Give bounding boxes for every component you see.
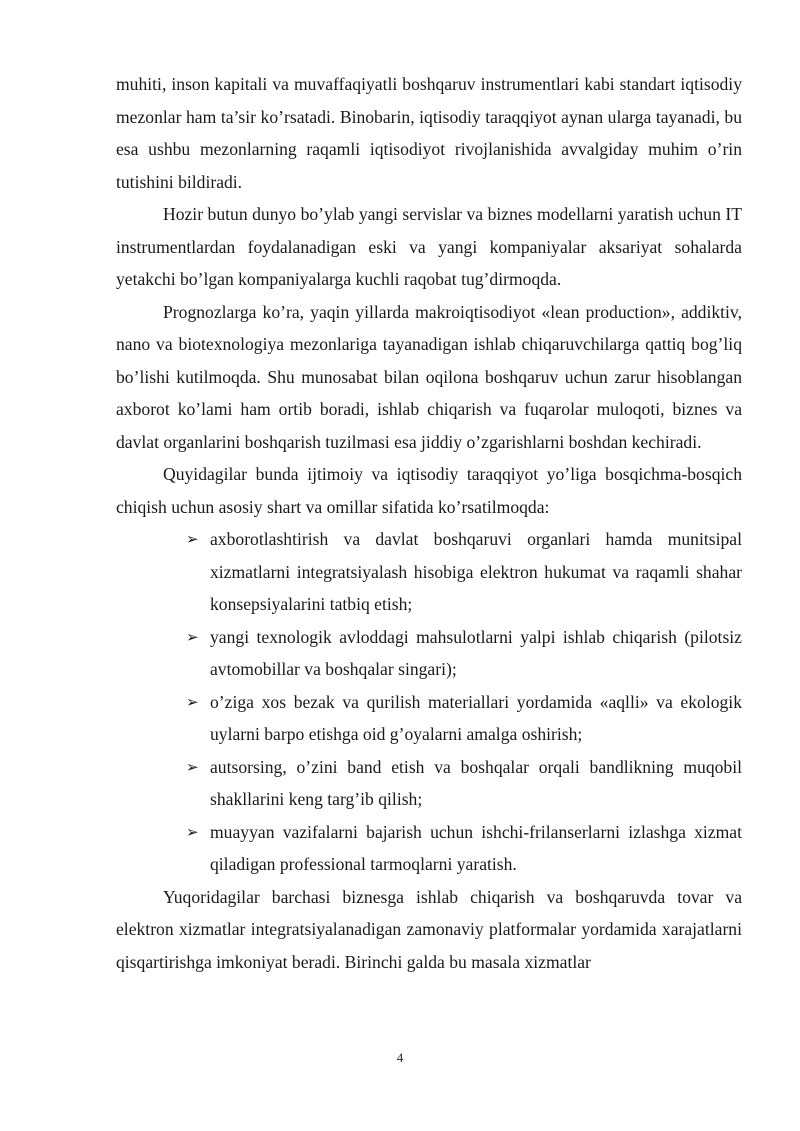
arrowhead-bullet-icon: ➢ — [186, 822, 199, 841]
bullet-item — [186, 816, 742, 881]
bullet-text: yangi texnologik avloddagi mahsulotlarni yalpi ishlab chiqarish (pilotsiz avtomobillar va boshqalar singari); — [210, 626, 742, 679]
arrowhead-bullet-icon: ➢ — [186, 692, 199, 711]
bullet-text: autsorsing, o’zini band etish va boshqalar orqali bandlikning muqobil shakllarini keng targ’ib qilish; — [210, 756, 742, 809]
bullet-item — [186, 523, 742, 621]
bullet-text: o’ziga xos bezak va qurilish materiallari yordamida «aqlli» va ekologik uylarni barpo etishga oid g’oyalarni amalga oshirish; — [210, 691, 742, 744]
document-page — [116, 68, 742, 978]
bullet-item — [186, 621, 742, 686]
paragraph-3: Prognozlarga ko’ra, yaqin yillarda makroiqtisodiyot «lean production», addiktiv, nano va biotexnologiya mezonlariga tayanadigan ishlab chiqaruvchilarga qattiq bog’liq bo’lishi kutilmoqda. Shu munosabat bilan oqilona boshqaruv uchun zarur hisoblangan axborot ko’lami ham ortib boradi, ishlab chiqarish va fuqarolar muloqoti, biznes va davlat organlarini boshqarish tuzilmasi esa jiddiy o’zgarishlarni boshdan kechiradi. — [116, 301, 742, 452]
paragraph-4: Quyidagilar bunda ijtimoiy va iqtisodiy taraqqiyot yo’liga bosqichma-bosqich chiqish uchun asosiy shart va omillar sifatida ko’rsatilmoqda: — [116, 464, 742, 517]
arrowhead-bullet-icon: ➢ — [186, 530, 199, 548]
paragraph-1: muhiti, inson kapitali va muvaffaqiyatli boshqaruv instrumentlari kabi standart iqtisodiy mezonlar ham ta’sir ko’rsatadi. Binobarin, iqtisodiy taraqqiyot aynan ularga tayanadi, bu esa ushbu mezonlarning raqamli iqtisodiyot rivojlanishida avvalgiday muhim o’rin tutishini bildiradi. — [116, 74, 742, 192]
page-number: 4 — [396, 1050, 404, 1065]
bullet-text: axborotlashtirish va davlat boshqaruvi organlari hamda munitsipal xizmatlarni integratsiyalash hisobiga elektron hukumat va raqamli shahar konsepsiyalarini tatbiq etish; — [210, 529, 742, 614]
paragraph-2: Hozir butun dunyo bo’ylab yangi servislar va biznes modellarni yaratish uchun IT instrumentlardan foydalanadigan eski va yangi kompaniyalar aksariyat sohalarda yetakchi bo’lgan kompaniyalarga kuchli raqobat tug’dirmoqda. — [116, 204, 742, 289]
paragraph-5: Yuqoridagilar barchasi biznesga ishlab chiqarish va boshqaruvda tovar va elektron xizmatlar integratsiyalanadigan zamonaviy platformalar yordamida xarajatlarni qisqartirishga imkoniyat beradi. Birinchi galda bu masala xizmatlar — [116, 886, 742, 972]
arrowhead-bullet-icon: ➢ — [186, 627, 199, 646]
arrowhead-bullet-icon: ➢ — [186, 757, 199, 776]
bullet-text: muayyan vazifalarni bajarish uchun ishchi-frilanserlarni izlashga xizmat qiladigan professional tarmoqlarni yaratish. — [210, 821, 742, 874]
bullet-item — [186, 751, 742, 816]
bullet-list — [116, 523, 742, 881]
bullet-item — [186, 686, 742, 751]
